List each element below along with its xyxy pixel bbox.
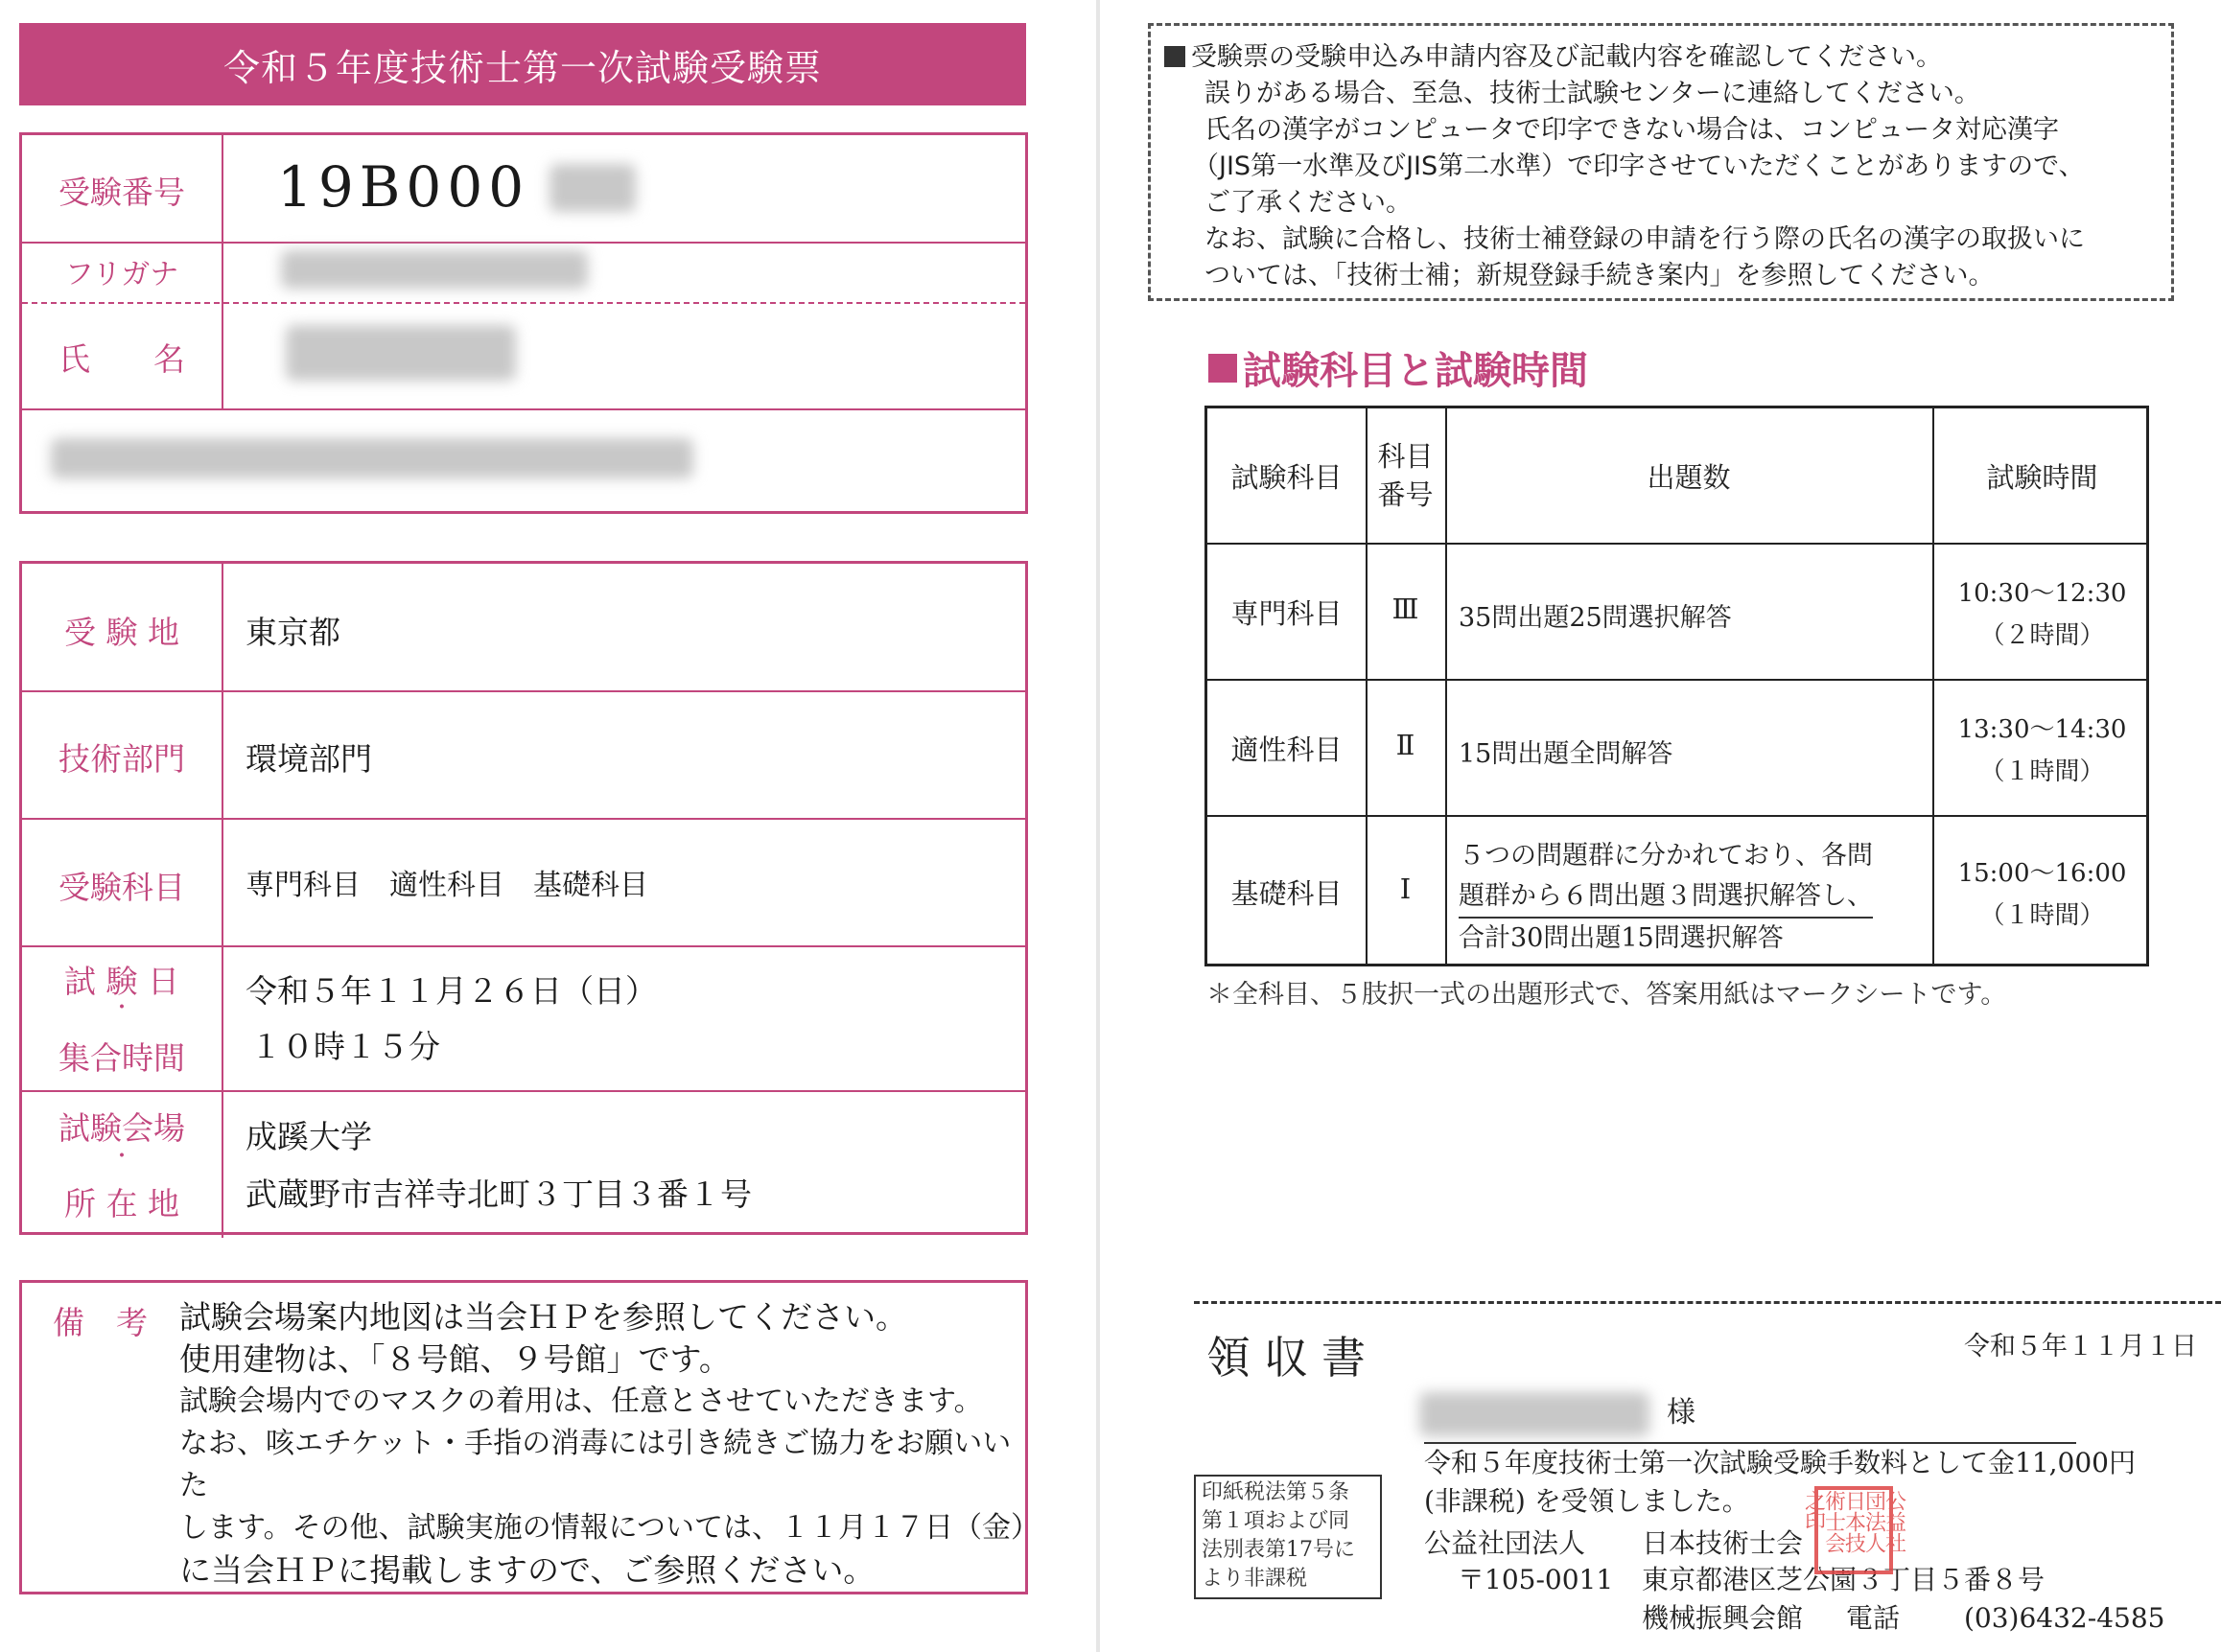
time-value: １０時１５分 xyxy=(250,1028,440,1065)
venue-label-dot: ・ xyxy=(110,1145,132,1169)
identity-box xyxy=(19,132,1028,514)
exam-number-label: 受験番号 xyxy=(58,174,185,211)
question-line: 題群から６問出題３問選択解答し、 xyxy=(1459,876,1873,919)
schedule-table xyxy=(1204,406,2149,966)
site-value: 東京都 xyxy=(245,614,340,651)
row-time: 10:30～12:30 xyxy=(1957,579,2127,608)
notice-line: 氏名の漢字がコンピュータで印字できない場合は、コンピュータ対応漢字 xyxy=(1204,115,2059,145)
schedule-footnote: ＊全科目、５肢択一式の出題形式で、答案用紙はマークシートです。 xyxy=(1206,980,2007,1010)
row-line xyxy=(22,945,1025,947)
notice-line: （JIS第一水準及びJIS第二水準）で印字させていただくことがありますので、 xyxy=(1193,151,2085,181)
remarks-line: に当会ＨＰに掲載しますので、ご参照ください。 xyxy=(179,1551,876,1589)
remarks-line: 試験会場案内地図は当会ＨＰを参照してください。 xyxy=(179,1298,907,1336)
remarks-text xyxy=(179,1296,1040,1592)
schedule-heading xyxy=(1208,340,1588,395)
tax-note-line: 法別表第17号に xyxy=(1202,1538,1355,1562)
date-value: 令和５年１１月２６日（日） xyxy=(245,972,657,1010)
identity-divider xyxy=(222,135,223,408)
org-name: 日本技術士会 xyxy=(1642,1527,1804,1559)
venue-name: 成蹊大学 xyxy=(245,1118,372,1155)
row-number: Ⅰ xyxy=(1399,873,1412,905)
row-time: 13:30～14:30 xyxy=(1957,715,2127,744)
org-type: 公益社団法人 xyxy=(1424,1527,1586,1559)
tax-note-line: 印紙税法第５条 xyxy=(1202,1480,1350,1504)
row-line xyxy=(22,408,1025,410)
remarks-line: なお、咳エチケット・手指の消毒には引き続きご協力をお願いいた xyxy=(179,1427,1012,1502)
row-duration: （１時間） xyxy=(1979,901,2105,930)
receipt-honorific: 様 xyxy=(1667,1396,1695,1430)
row-line xyxy=(22,242,1025,244)
remarks-label: 備 考 xyxy=(53,1304,148,1341)
redacted-furigana xyxy=(281,250,588,289)
row-line xyxy=(22,1090,1025,1092)
receipt-date: 令和５年１１月１日 xyxy=(1964,1332,2197,1361)
receipt-body-1: 令和５年度技術士第一次試験受験手数料として金11,000円 xyxy=(1424,1447,2136,1478)
redacted-address xyxy=(51,438,693,478)
row-questions: 15問出題全問解答 xyxy=(1459,739,1673,769)
notice-box xyxy=(1148,23,2174,301)
notice-line: ご了承ください。 xyxy=(1204,188,1412,218)
row-line xyxy=(1207,543,2146,545)
ticket-title: 令和５年度技術士第一次試験受験票 xyxy=(19,23,1026,105)
date-label-2: 集合時間 xyxy=(58,1039,185,1077)
question-line: ５つの問題群に分かれており、各問 xyxy=(1459,841,1873,871)
header-questions: 出題数 xyxy=(1647,461,1731,494)
row-line xyxy=(1207,679,2146,681)
tax-note-line: 第１項および同 xyxy=(1202,1509,1350,1533)
remarks-line: 使用建物は、「８号館、９号館」です。 xyxy=(179,1340,731,1378)
row-number: Ⅱ xyxy=(1395,729,1415,761)
company-seal: 公益社団法人日本技術士会之印 xyxy=(1814,1486,1893,1574)
exam-number-value: 19B000 xyxy=(277,154,530,220)
redacted-digits xyxy=(549,164,636,212)
row-line xyxy=(1207,815,2146,817)
postal-code: 〒105-0011 xyxy=(1458,1564,1614,1595)
header-subject: 試験科目 xyxy=(1230,461,1343,494)
row-subject: 適性科目 xyxy=(1230,733,1343,766)
phone-number: (03)6432-4585 xyxy=(1964,1602,2165,1634)
redacted-recipient xyxy=(1419,1392,1649,1436)
question-line: 合計30問出題15問選択解答 xyxy=(1459,923,1784,953)
tax-note-line: より非課税 xyxy=(1202,1567,1308,1591)
row-number: Ⅲ xyxy=(1391,593,1419,625)
header-time: 試験時間 xyxy=(1986,461,2098,494)
notice-line: なお、試験に合格し、技術士補登録の申請を行う際の氏名の漢字の取扱いに xyxy=(1204,224,2085,254)
site-label: 受 験 地 xyxy=(64,614,179,651)
venue-address: 武蔵野市吉祥寺北町３丁目３番１号 xyxy=(245,1175,752,1213)
venue-label-2: 所 在 地 xyxy=(64,1185,179,1222)
square-bullet-icon xyxy=(1164,46,1185,67)
notice-text: 受験票の受験申込み申請内容及び記載内容を確認してください。 xyxy=(1191,42,1942,72)
redacted-name xyxy=(286,325,516,381)
header-number-1: 科目 xyxy=(1377,440,1434,473)
phone-label: 電話 xyxy=(1846,1602,1901,1634)
schedule-heading-text: 試験科目と試験時間 xyxy=(1243,349,1588,393)
row-questions: 35問出題25問選択解答 xyxy=(1459,603,1732,633)
dept-label: 技術部門 xyxy=(58,740,185,778)
row-time: 15:00～16:00 xyxy=(1957,859,2127,888)
name-label: 氏 名 xyxy=(58,340,185,378)
cut-line xyxy=(1194,1301,2221,1304)
remarks-line: 試験会場内でのマスクの着用は、任意とさせていただきます。 xyxy=(179,1384,983,1418)
row-duration: （１時間） xyxy=(1979,757,2105,786)
details-divider xyxy=(222,564,223,1238)
row-subject: 専門科目 xyxy=(1230,597,1343,630)
details-box xyxy=(19,561,1028,1235)
notice-line: ついては、「技術士補；新規登録手続き案内」を参照してください。 xyxy=(1204,261,1995,291)
fold-line xyxy=(1096,0,1100,1652)
row-questions xyxy=(1459,836,1873,959)
subjects-value: 専門科目 適性科目 基礎科目 xyxy=(245,869,648,902)
receipt-title: 領収書 xyxy=(1206,1332,1379,1384)
row-dash xyxy=(22,302,1025,304)
remarks-box xyxy=(19,1280,1040,1594)
row-subject: 基礎科目 xyxy=(1230,877,1343,910)
dept-value: 環境部門 xyxy=(245,740,372,778)
org-address: 東京都港区芝公園３丁目５番８号 xyxy=(1642,1564,2046,1595)
remarks-line: します。その他、試験実施の情報については、１１月１７日（金） xyxy=(179,1511,1040,1545)
date-label-dot: ・ xyxy=(110,996,132,1020)
notice-line xyxy=(1164,39,2156,76)
tax-exempt-note xyxy=(1194,1475,1382,1599)
furigana-label: フリガナ xyxy=(64,258,179,291)
receipt-body-2: (非課税) を受領しました。 xyxy=(1424,1485,1749,1517)
notice-line: 誤りがある場合、至急、技術士試験センターに連絡してください。 xyxy=(1204,79,1980,108)
subjects-label: 受験科目 xyxy=(58,869,185,906)
venue-label-1: 試験会場 xyxy=(58,1109,185,1147)
org-building: 機械振興会館 xyxy=(1642,1602,1804,1634)
heading-square-icon xyxy=(1208,354,1237,383)
row-line xyxy=(22,818,1025,820)
row-duration: （２時間） xyxy=(1979,621,2105,650)
header-number-2: 番号 xyxy=(1377,478,1434,511)
date-label-1: 試 験 日 xyxy=(64,963,179,1000)
row-line xyxy=(22,690,1025,692)
